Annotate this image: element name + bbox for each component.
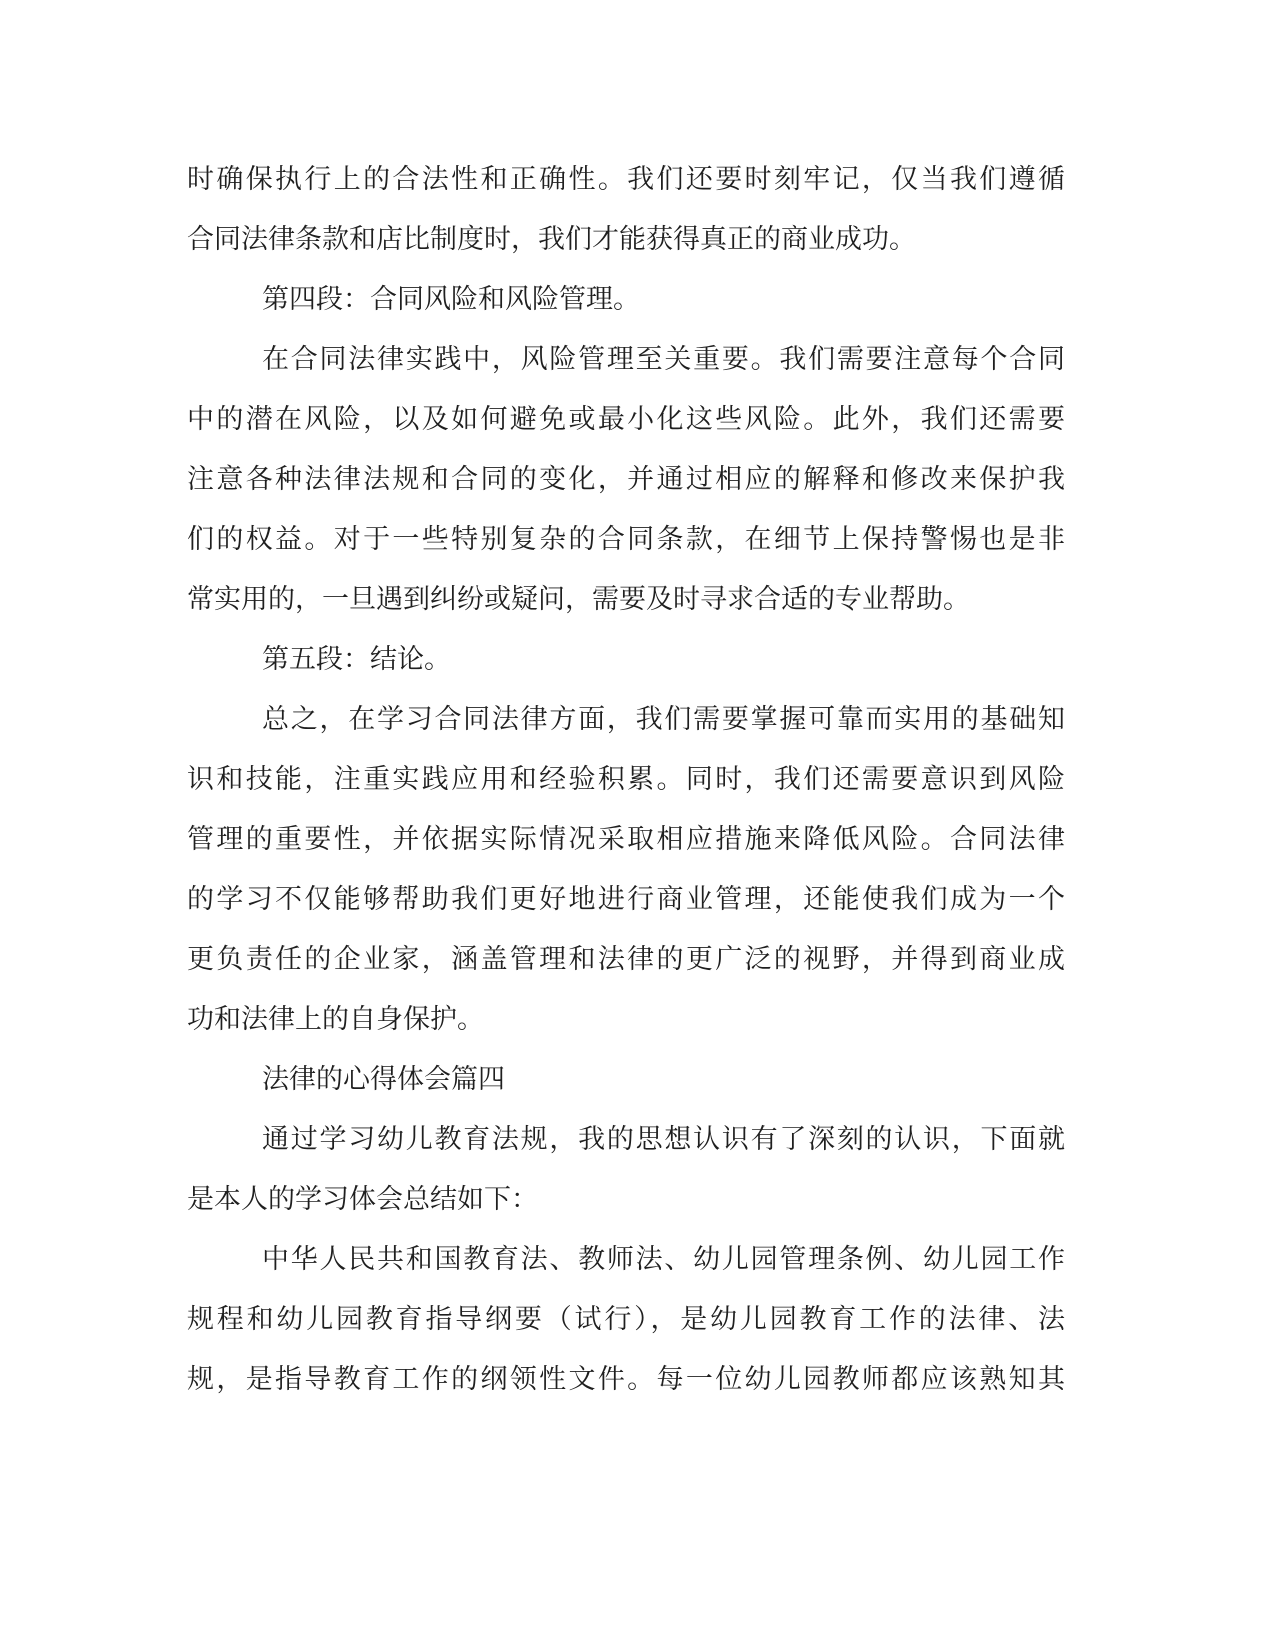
text-line: 管理的重要性，并依据实际情况采取相应措施来降低风险。合同法律 <box>187 824 1065 855</box>
section-title: 法律的心得体会篇四 <box>262 1064 505 1095</box>
text-line: 中的潜在风险，以及如何避免或最小化这些风险。此外，我们还需要 <box>187 404 1065 435</box>
text-line: 注意各种法律法规和合同的变化，并通过相应的解释和修改来保护我 <box>187 464 1065 495</box>
text-line: 合同法律条款和店比制度时，我们才能获得真正的商业成功。 <box>187 224 916 255</box>
text-line: 在合同法律实践中，风险管理至关重要。我们需要注意每个合同 <box>262 344 1065 375</box>
text-line: 中华人民共和国教育法、教师法、幼儿园管理条例、幼儿园工作 <box>262 1244 1065 1275</box>
text-line: 总之，在学习合同法律方面，我们需要掌握可靠而实用的基础知 <box>262 704 1065 735</box>
text-line: 更负责任的企业家，涵盖管理和法律的更广泛的视野，并得到商业成 <box>187 944 1065 975</box>
text-line: 功和法律上的自身保护。 <box>187 1004 484 1035</box>
text-line: 的学习不仅能够帮助我们更好地进行商业管理，还能使我们成为一个 <box>187 884 1065 915</box>
text-line: 识和技能，注重实践应用和经验积累。同时，我们还需要意识到风险 <box>187 764 1065 795</box>
section-heading: 第四段：合同风险和风险管理。 <box>262 284 640 315</box>
text-line: 规程和幼儿园教育指导纲要（试行），是幼儿园教育工作的法律、法 <box>187 1304 1065 1335</box>
text-line: 们的权益。对于一些特别复杂的合同条款，在细节上保持警惕也是非 <box>187 524 1065 555</box>
text-line: 是本人的学习体会总结如下： <box>187 1184 538 1215</box>
text-line: 常实用的，一旦遇到纠纷或疑问，需要及时寻求合适的专业帮助。 <box>187 584 970 615</box>
text-line: 时确保执行上的合法性和正确性。我们还要时刻牢记，仅当我们遵循 <box>187 164 1065 195</box>
section-heading: 第五段：结论。 <box>262 644 451 675</box>
text-line: 通过学习幼儿教育法规，我的思想认识有了深刻的认识，下面就 <box>262 1124 1065 1155</box>
text-line: 规，是指导教育工作的纲领性文件。每一位幼儿园教师都应该熟知其 <box>187 1364 1065 1395</box>
